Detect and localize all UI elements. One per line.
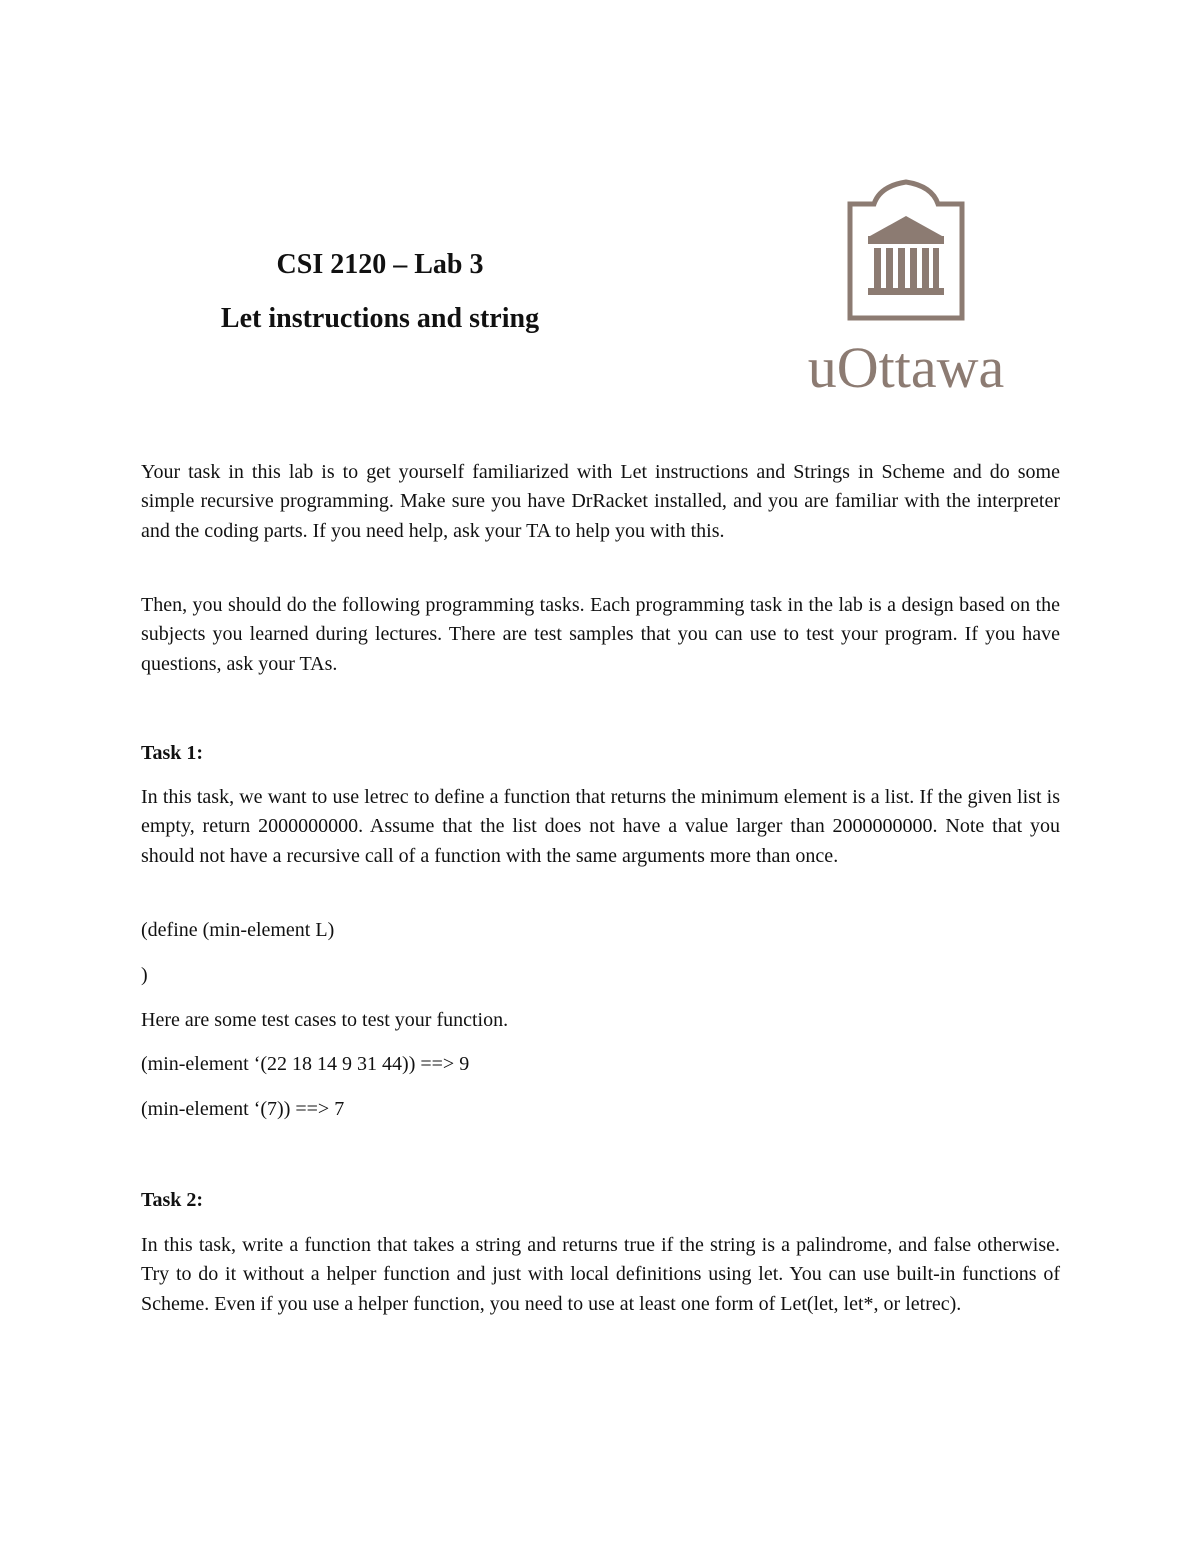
task1-test-2: (min-element ‘(7)) ==> 7 [141,1098,345,1120]
intro-paragraph-1 [141,458,1060,546]
task1-heading: Task 1: [141,742,204,764]
task1-description-text: In this task, we want to use letrec to define a function that returns the minimum element is a list. If the given list is empty, return 2000000000. Assume that the list does not have a value larger than 2000000000. Note that you should not have a recursive call of a function with the same arguments more than once. [141,786,1060,867]
task1-test-1: (min-element ‘(22 18 14 9 31 44)) ==> 9 [141,1053,470,1075]
task2-heading: Task 2: [141,1189,204,1211]
logo-wordmark: uOttawa [807,335,1005,400]
building-icon [776,178,1036,328]
document-title: CSI 2120 – Lab 3 [276,249,484,280]
task1-code-close: ) [141,964,148,986]
title-block [150,238,610,346]
task2-description [141,1231,1060,1319]
document-subtitle: Let instructions and string [220,303,540,334]
uottawa-logo [776,178,1036,400]
task1-description [141,783,1060,871]
intro-text-1: Your task in this lab is to get yourself familiarized with Let instructions and Strings in Scheme and do some simple recursive programming. Make sure you have DrRacket installed, and you are familiar with the interpreter and the coding parts. If you need help, ask your TA to help you with this. [141,461,1060,542]
task1-tests-intro: Here are some test cases to test your function. [141,1009,509,1031]
intro-text-2: Then, you should do the following programming tasks. Each programming task in the lab is a design based on the subjects you learned during lectures. There are test samples that you can use to test your program. If you have questions, ask your TAs. [141,594,1060,675]
intro-paragraph-2 [141,591,1060,679]
task1-code-define: (define (min-element L) [141,919,335,941]
task2-description-text: In this task, write a function that takes a string and returns true if the string is a palindrome, and false otherwise. Try to do it without a helper function and just with local definitions using let. You can use built-in functions of Scheme. Even if you use a helper function, you need to use at least one form of Let(let, let*, or letrec). [141,1234,1060,1315]
